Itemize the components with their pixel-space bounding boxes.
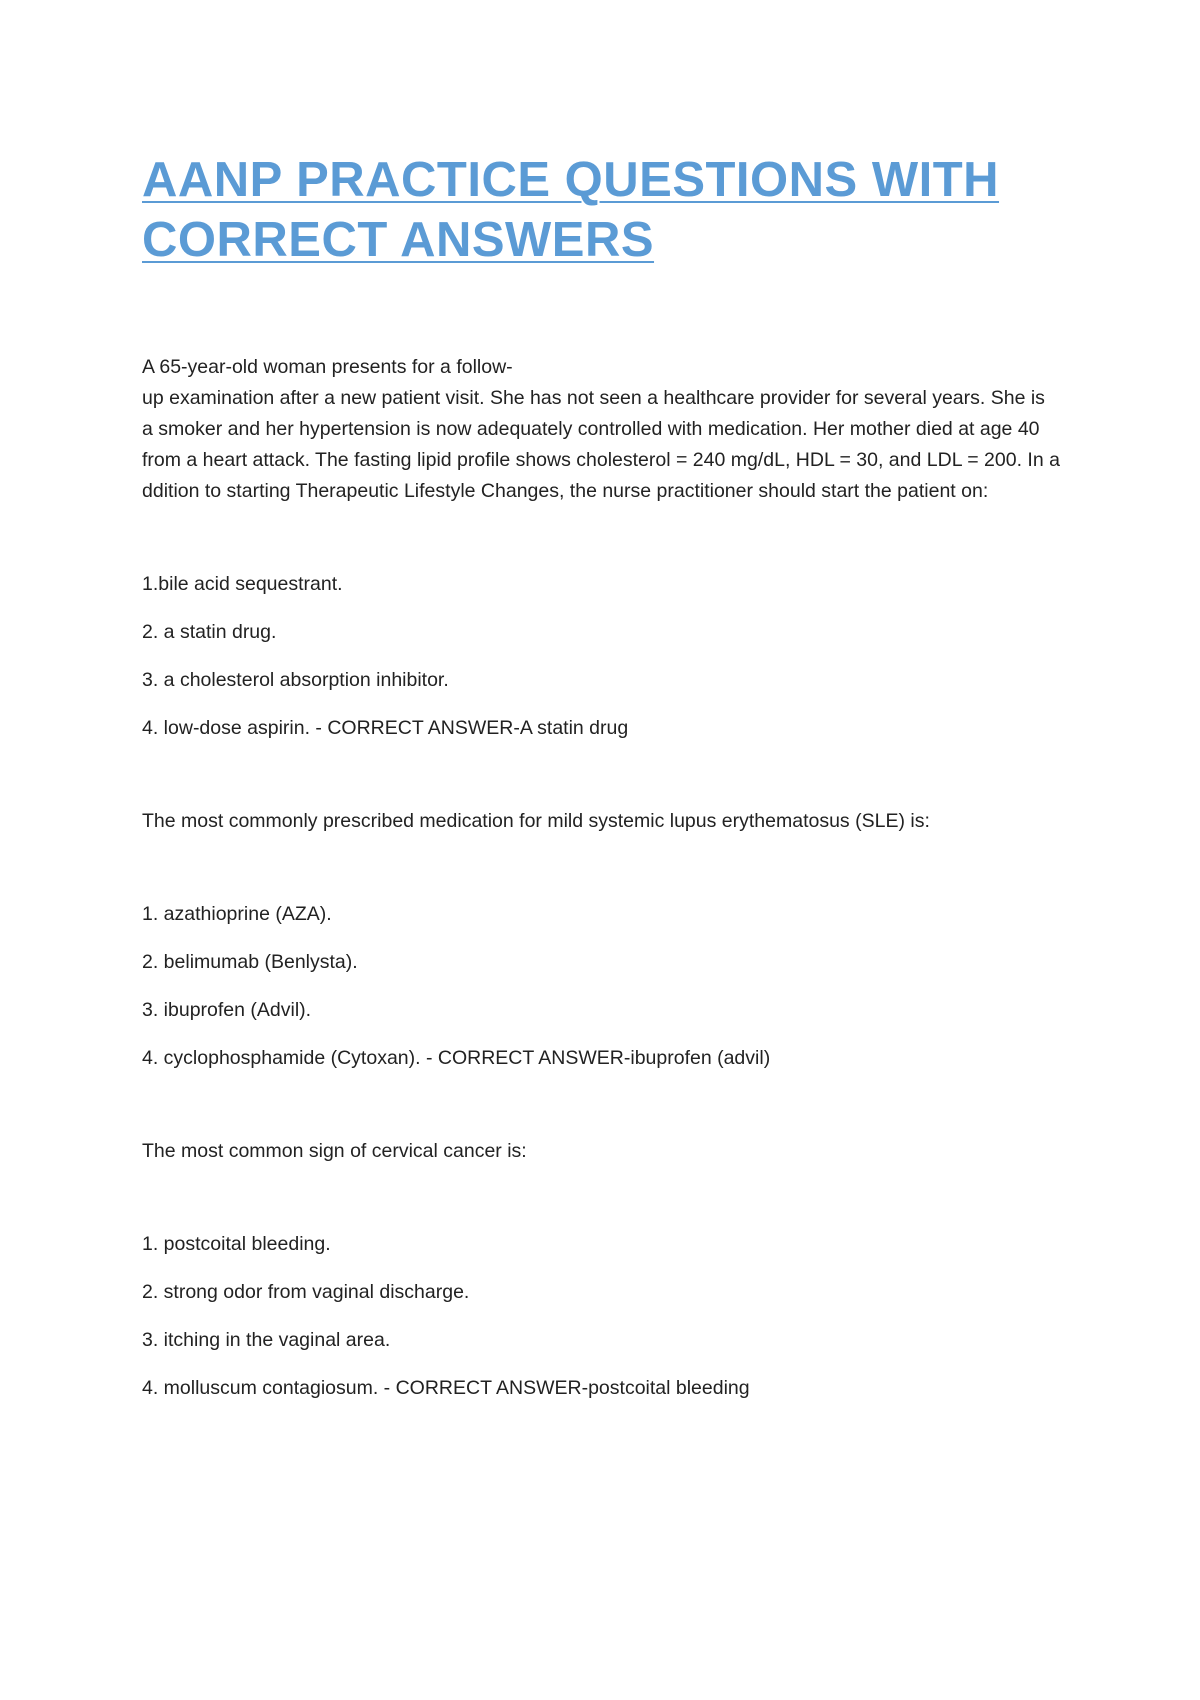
answer-option: 3. a cholesterol absorption inhibitor. (142, 669, 449, 691)
answer-options (142, 1229, 1082, 1404)
answer-option: 4. cyclophosphamide (Cytoxan). - CORRECT ANSWER-ibuprofen (advil) (142, 1047, 771, 1069)
title-line-1: AANP PRACTICE QUESTIONS WITH (142, 153, 1000, 207)
answer-option: 1. azathioprine (AZA). (142, 903, 332, 925)
question-1 (142, 352, 1082, 744)
question-2 (142, 806, 1082, 1074)
question-stem: The most common sign of cervical cancer is: (142, 1140, 527, 1162)
document-title (142, 150, 1042, 270)
answer-option: 3. ibuprofen (Advil). (142, 999, 312, 1021)
title-line-2: CORRECT ANSWERS (142, 213, 655, 267)
answer-option: 3. itching in the vaginal area. (142, 1329, 391, 1351)
question-stem: A 65-year-old woman presents for a follow- up examination after a new patient visit. She has not seen a healthcare provider for several years. She is a smoker and her hypertension is now adequately controlled with medication. Her mother died at age 40 from a heart attack. The fasting lipid profile shows cholesterol = 240 mg/dL, HDL = 30, and LDL = 200. In a ddition to starting Therapeutic Lifestyle Changes, the nurse practitioner should start the patient on: (142, 356, 1060, 502)
question-3 (142, 1136, 1082, 1404)
questions-content (142, 352, 1082, 1421)
answer-option: 1. postcoital bleeding. (142, 1233, 331, 1255)
answer-option: 4. molluscum contagiosum. - CORRECT ANSWER-postcoital bleeding (142, 1377, 750, 1399)
answer-option: 2. strong odor from vaginal discharge. (142, 1281, 470, 1303)
answer-options (142, 899, 1082, 1074)
answer-option: 2. a statin drug. (142, 621, 277, 643)
answer-option: 4. low-dose aspirin. - CORRECT ANSWER-A statin drug (142, 717, 629, 739)
answer-option: 2. belimumab (Benlysta). (142, 951, 358, 973)
answer-option: 1.bile acid sequestrant. (142, 573, 343, 595)
question-stem: The most commonly prescribed medication for mild systemic lupus erythematosus (SLE) is: (142, 810, 930, 832)
answer-options (142, 569, 1082, 744)
